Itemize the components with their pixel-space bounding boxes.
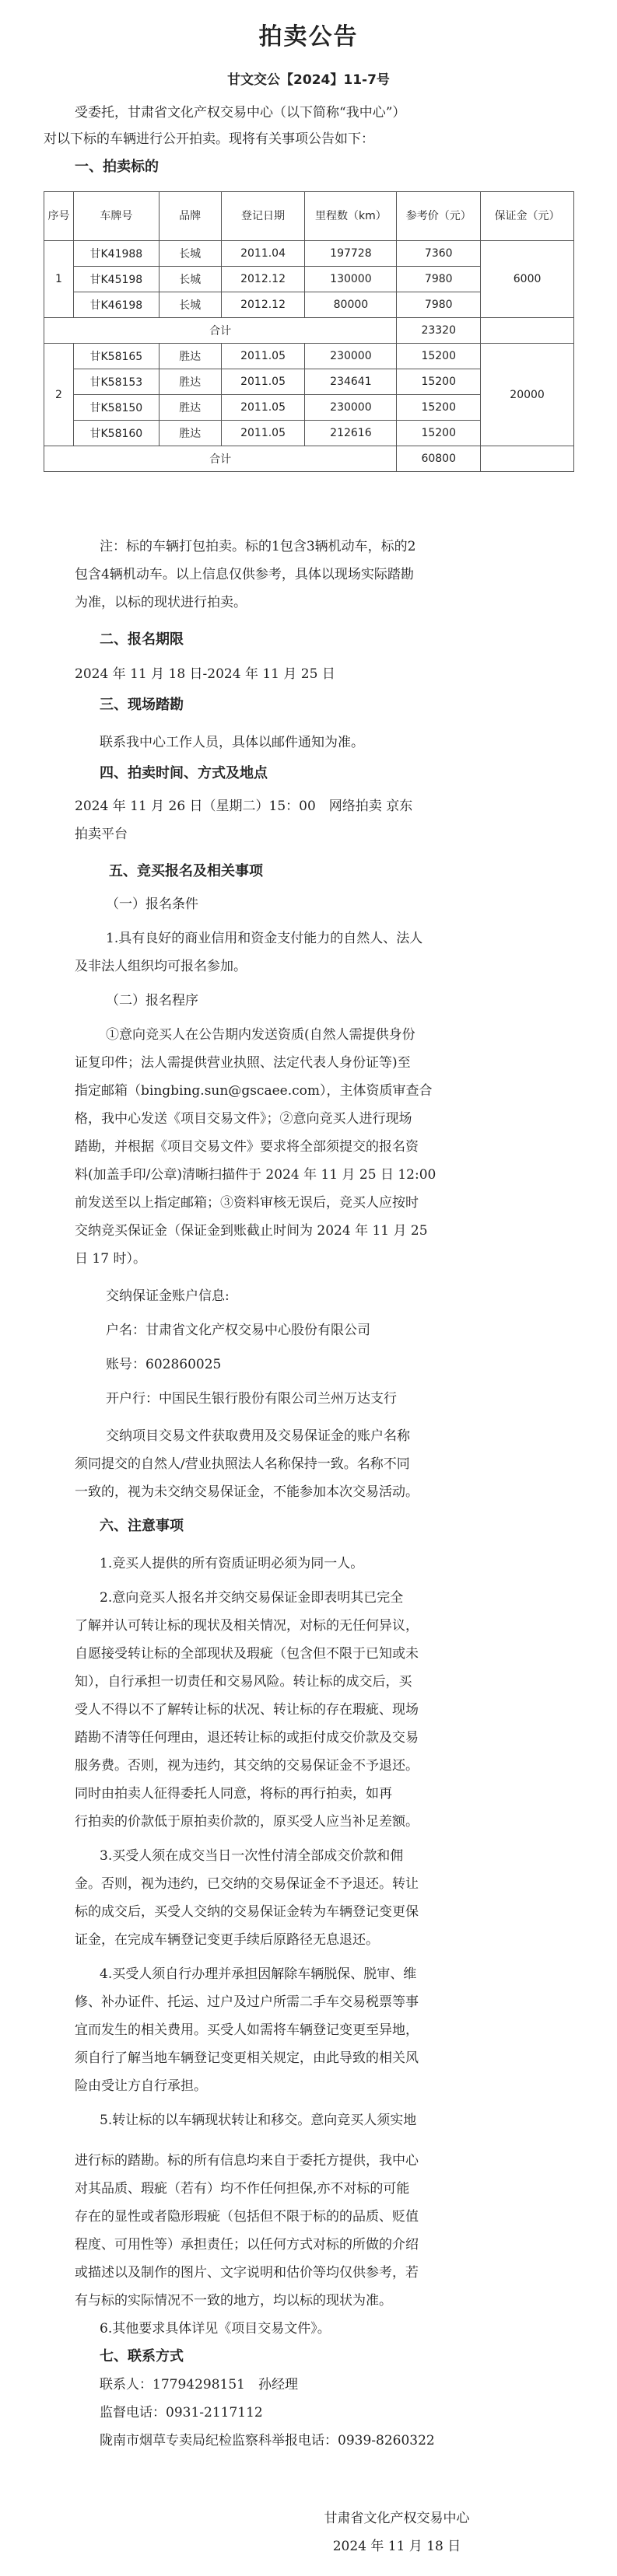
procedure-line: 格，我中心发送《项目交易文件》；②意向竞买人进行现场 [75, 1111, 412, 1127]
cell-date: 2011.05 [221, 421, 305, 446]
account-number: 账号：602860025 [106, 1357, 222, 1372]
condition-line-1: 1.具有良好的商业信用和资金支付能力的自然人、法人 [106, 931, 423, 946]
registration-period: 2024 年 11 月 18 日-2024 年 11 月 25 日 [75, 666, 335, 682]
report-phone: 陇南市烟草专卖局纪检监察科举报电话：0939-8260322 [100, 2433, 435, 2448]
cell-price: 7360 [397, 241, 481, 267]
notice-item-6: 6.其他要求具体详见《项目交易文件》。 [100, 2321, 331, 2337]
notice-item-4-line: 宜而发生的相关费用。买受人如需将车辆登记变更至异地， [75, 2022, 419, 2038]
cell-km: 230000 [305, 395, 397, 421]
inspection-text: 联系我中心工作人员，具体以邮件通知为准。 [100, 735, 364, 750]
total-value: 23320 [397, 318, 481, 344]
section-heading-lots: 一、拍卖标的 [75, 159, 159, 175]
cell-plate: 甘K58160 [73, 421, 159, 446]
note-line-2: 包含4辆机动车。以上信息仅供参考，具体以现场实际踏勘 [75, 567, 414, 582]
cell-date: 2011.04 [221, 241, 305, 267]
procedure-line: ①意向竞买人在公告期内发送资质(自然人需提供身份 [106, 1027, 415, 1043]
cell-price: 15200 [397, 344, 481, 369]
cell-brand: 长城 [159, 292, 221, 318]
intro-line-1: 受委托，甘肃省文化产权交易中心（以下简称“我中心”） [75, 105, 406, 121]
cell-plate: 甘K46198 [73, 292, 159, 318]
lot-deposit: 20000 [481, 344, 574, 446]
table-row [44, 241, 574, 267]
lots-table [44, 191, 574, 472]
note-line-3: 为准，以标的现状进行拍卖。 [75, 595, 247, 610]
notice-item-5-line: 或描述以及制作的图片、文字说明和估价等均仅供参考，若 [75, 2265, 419, 2281]
notice-item-5-line: 程度、可用性等）承担责任；以任何方式对标的所做的介绍 [75, 2237, 419, 2253]
section-heading-notes: 六、注意事项 [100, 1518, 184, 1534]
intro-line-2: 对以下标的车辆进行公开拍卖。现将有关事项公告如下： [44, 131, 374, 147]
contact-person: 联系人：17794298151 孙经理 [100, 2377, 298, 2392]
document-number: 甘文交公【2024】11-7号 [227, 72, 390, 88]
notice-item-3-line: 证金，在完成车辆登记变更手续后原路径无息退还。 [75, 1932, 379, 1948]
subheading-procedure: （二）报名程序 [106, 993, 198, 1008]
section-heading-inspection: 三、现场踏勘 [100, 697, 184, 713]
cell-brand: 胜达 [159, 395, 221, 421]
cell-date: 2012.12 [221, 267, 305, 292]
table-row [44, 344, 574, 369]
notice-item-2-line: 了解并认可转让标的现状及相关情况，对标的无任何异议， [75, 1618, 419, 1634]
cell-date: 2011.05 [221, 369, 305, 395]
cell-price: 7980 [397, 267, 481, 292]
notice-item-1: 1.竞买人提供的所有资质证明必须为同一人。 [100, 1556, 364, 1571]
cell-brand: 胜达 [159, 421, 221, 446]
cell-plate: 甘K41988 [73, 241, 159, 267]
table-total-row [44, 318, 574, 344]
header-price: 参考价（元） [397, 192, 481, 241]
supervision-phone: 监督电话：0931-2117112 [100, 2405, 263, 2420]
header-date: 登记日期 [221, 192, 305, 241]
procedure-line: 踏勘，并根据《项目交易文件》要求将全部须提交的报名资 [75, 1139, 419, 1155]
signature-date: 2024 年 11 月 18 日 [332, 2539, 461, 2554]
remark-line: 须同提交的自然人/营业执照法人名称保持一致。名称不同 [75, 1456, 410, 1472]
notice-item-4-line: 4.买受人须自行办理并承担因解除车辆脱保、脱审、维 [100, 1966, 417, 1982]
auction-time-line-2: 拍卖平台 [75, 827, 128, 842]
cell-km: 230000 [305, 344, 397, 369]
notice-item-5-line: 对其品质、瑕疵（若有）均不作任何担保,亦不对标的可能 [75, 2181, 410, 2197]
table-header-row [44, 192, 574, 241]
notice-item-2-line: 服务费。否则，视为违约，其交纳的交易保证金不予退还。 [75, 1758, 419, 1774]
table-total-row [44, 446, 574, 472]
cell-km: 197728 [305, 241, 397, 267]
header-no: 序号 [44, 192, 74, 241]
account-name: 户名：甘肃省文化产权交易中心股份有限公司 [106, 1323, 370, 1338]
page-title: 拍卖公告 [258, 23, 359, 51]
cell-plate: 甘K45198 [73, 267, 159, 292]
notice-item-4-line: 险由受让方自行承担。 [75, 2078, 207, 2094]
signature-org: 甘肃省文化产权交易中心 [324, 2511, 470, 2526]
section-heading-bidding: 五、竞买报名及相关事项 [109, 863, 263, 879]
notice-item-2-line: 行拍卖的价款低于原拍卖价款的，原买受人应当补足差额。 [75, 1814, 419, 1830]
cell-km: 234641 [305, 369, 397, 395]
remark-line: 一致的，视为未交纳交易保证金，不能参加本次交易活动。 [75, 1484, 419, 1500]
cell-brand: 长城 [159, 267, 221, 292]
total-label: 合计 [44, 318, 397, 344]
procedure-line: 前发送至以上指定邮箱；③资料审核无误后，竞买人应按时 [75, 1195, 419, 1211]
cell-brand: 长城 [159, 241, 221, 267]
cell-price: 7980 [397, 292, 481, 318]
notice-item-2-line: 踏勘不清等任何理由，退还转让标的或拒付成交价款及交易 [75, 1730, 419, 1746]
header-deposit: 保证金（元） [481, 192, 574, 241]
notice-item-5-line: 存在的显性或者隐形瑕疵（包括但不限于标的的品质、贬值 [75, 2209, 419, 2225]
procedure-line: 料(加盖手印/公章)清晰扫描件于 2024 年 11 月 25 日 12:00 [75, 1167, 436, 1183]
cell-date: 2011.05 [221, 344, 305, 369]
subheading-conditions: （一）报名条件 [106, 897, 198, 912]
lot-number: 2 [44, 344, 74, 446]
notice-item-3-line: 金。否则，视为违约，已交纳的交易保证金不予退还。转让 [75, 1876, 419, 1892]
total-empty-cell [481, 318, 574, 344]
cell-brand: 胜达 [159, 344, 221, 369]
cell-date: 2012.12 [221, 292, 305, 318]
cell-price: 15200 [397, 421, 481, 446]
procedure-line: 日 17 时）。 [75, 1251, 146, 1267]
lot-number: 1 [44, 241, 74, 318]
total-empty-cell [481, 446, 574, 472]
condition-line-2: 及非法人组织均可报名参加。 [75, 959, 247, 974]
cell-price: 15200 [397, 395, 481, 421]
note-line-1: 注：标的车辆打包拍卖。标的1包含3辆机动车，标的2 [100, 539, 416, 554]
procedure-line: 证复印件；法人需提供营业执照、法定代表人身份证等)至 [75, 1055, 411, 1071]
account-title: 交纳保证金账户信息: [106, 1288, 230, 1304]
cell-km: 130000 [305, 267, 397, 292]
lot-deposit: 6000 [481, 241, 574, 318]
notice-item-5-line: 5.转让标的以车辆现状转让和移交。意向竞买人须实地 [100, 2113, 417, 2128]
notice-item-2-line: 2.意向竞买人报名并交纳交易保证金即表明其已完全 [100, 1590, 404, 1606]
notice-item-5-line: 有与标的实际情况不一致的地方，均以标的现状为准。 [75, 2293, 392, 2309]
header-km: 里程数（km） [305, 192, 397, 241]
notice-item-3-line: 3.买受人须在成交当日一次性付清全部成交价款和佣 [100, 1848, 404, 1864]
notice-item-2-line: 自愿接受转让标的全部现状及瑕疵（包含但不限于已知或未 [75, 1646, 419, 1662]
notice-item-2-line: 受人不得以不了解转让标的状况、转让标的存在瑕疵、现场 [75, 1702, 419, 1718]
section-heading-auction-time: 四、拍卖时间、方式及地点 [100, 765, 268, 781]
total-value: 60800 [397, 446, 481, 472]
cell-brand: 胜达 [159, 369, 221, 395]
procedure-line: 交纳竞买保证金（保证金到账截止时间为 2024 年 11 月 25 [75, 1223, 428, 1239]
notice-item-2-line: 知），自行承担一切责任和交易风险。转让标的成交后，买 [75, 1674, 412, 1690]
cell-plate: 甘K58165 [73, 344, 159, 369]
cell-km: 212616 [305, 421, 397, 446]
cell-price: 15200 [397, 369, 481, 395]
remark-line: 交纳项目交易文件获取费用及交易保证金的账户名称 [106, 1428, 410, 1444]
notice-item-3-line: 标的成交后，买受人交纳的交易保证金转为车辆登记变更保 [75, 1904, 419, 1920]
notice-item-4-line: 修、补办证件、托运、过户及过户所需二手车交易税票等事 [75, 1994, 419, 2010]
notice-item-2-line: 同时由拍卖人征得委托人同意，将标的再行拍卖，如再 [75, 1786, 392, 1802]
total-label: 合计 [44, 446, 397, 472]
procedure-line: 指定邮箱（bingbing.sun@gscaee.com），主体资质审查合 [75, 1083, 433, 1099]
auction-time-line-1: 2024 年 11 月 26 日（星期二）15：00 网络拍卖 京东 [75, 799, 413, 814]
cell-date: 2011.05 [221, 395, 305, 421]
section-heading-contact: 七、联系方式 [100, 2348, 184, 2365]
cell-plate: 甘K58150 [73, 395, 159, 421]
account-bank: 开户行：中国民生银行股份有限公司兰州万达支行 [106, 1391, 397, 1407]
cell-km: 80000 [305, 292, 397, 318]
notice-item-5-line: 进行标的踏勘。标的所有信息均来自于委托方提供，我中心 [75, 2153, 419, 2169]
header-brand: 品牌 [159, 192, 221, 241]
section-heading-registration: 二、报名期限 [100, 631, 184, 648]
cell-plate: 甘K58153 [73, 369, 159, 395]
header-plate: 车牌号 [73, 192, 159, 241]
notice-item-4-line: 须自行了解当地车辆登记变更相关规定，由此导致的相关风 [75, 2050, 419, 2066]
